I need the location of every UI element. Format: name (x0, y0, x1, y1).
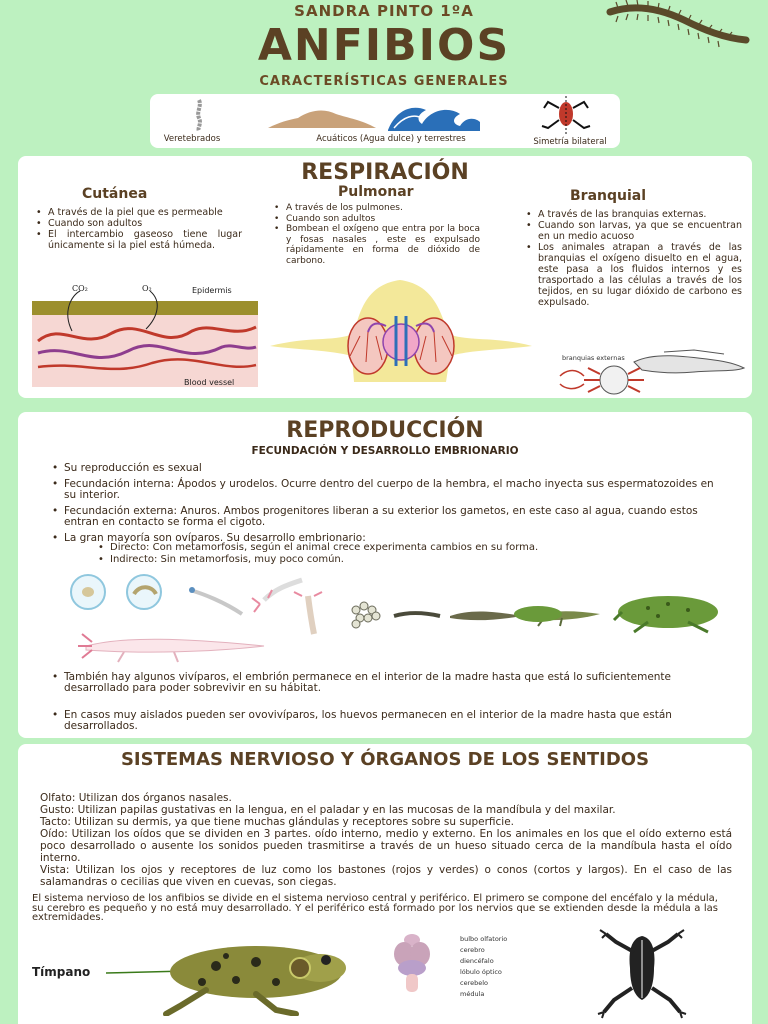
frog-symmetry-icon (538, 96, 594, 136)
brain-label: diencéfalo (460, 957, 494, 965)
features-card (150, 94, 620, 148)
sistemas-text (40, 792, 732, 888)
list-item: • A través de la piel que es permeable (36, 207, 242, 218)
cutanea-title: Cutánea (82, 186, 148, 202)
wave-icon (386, 100, 482, 132)
list-item: • Cuando son larvas, ya que se encuentran en un medio acuoso (526, 220, 742, 242)
spine-icon (192, 98, 206, 132)
list-item: • A través de las branquias externas. (526, 209, 742, 220)
blood-vessel-label: Blood vessel (184, 378, 235, 387)
epidermis-label: Epidermis (192, 286, 232, 295)
list-item: • En casos muy aislados pueden ser ovovivíparos, los huevos permanecen en el interior de la madre hasta que están desarrollados. (52, 710, 722, 732)
list-item: • La gran mayoría son ovíparos. Su desarrollo embrionario: (52, 533, 722, 544)
page-subtitle: CARACTERÍSTICAS GENERALES (259, 74, 509, 89)
brain-label: bulbo olfatorio (460, 935, 508, 943)
page-title: ANFIBIOS (257, 20, 511, 71)
list-item: • El intercambio gaseoso tiene lugar únicamente si la piel está húmeda. (36, 229, 242, 251)
brain-label: lóbulo óptico (460, 968, 502, 976)
feature-simetria: Simetría bilateral (533, 137, 607, 147)
list-item: • Cuando son adultos (274, 214, 480, 225)
oido-text: Oído: Utilizan los oídos que se dividen en 3 partes. oído interno, medio y externo. En los animales en los que el oído externo está poco desarrollado o ausente los sonidos pueden trasmitirse a través de un hueso situado cerca de la mandíbula hasta el oído interno. (40, 828, 732, 864)
axolotl-larva-diagram (554, 346, 750, 396)
list-item: • Fecundación interna: Ápodos y urodelos. Ocurre dentro del cuerpo de la hembra, el macho inyecta sus espermatozoides en su interior. (52, 479, 722, 501)
cutanea-list (36, 207, 242, 251)
tacto-text: Tacto: Utilizan su dermis, ya que tiene muchas glándulas y receptores sobre su superficie. (40, 816, 515, 828)
list-item: • También hay algunos vivíparos, el embrión permanece en el interior de la madre hasta que está lo suficientemente desarrollado para poder sobrevivir en su hábitat. (52, 672, 722, 694)
list-item: • Fecundación externa: Anuros. Ambos progenitores liberan a su exterior los gametos, en este caso al agua, cuando estos entran en contacto se forma el cigoto. (52, 506, 722, 528)
reproduccion-list (52, 463, 722, 549)
pulmonar-list (274, 203, 480, 266)
sistemas-title: SISTEMAS NERVIOSO Y ÓRGANOS DE LOS SENTIDOS (120, 749, 650, 770)
desarrollo-list (98, 542, 658, 566)
centipede-illustration (604, 0, 754, 50)
embryo-development-illustration (64, 572, 344, 664)
o2-label: O₂ (142, 284, 152, 293)
vista-text: Vista: Utilizan los ojos y receptores de luz como los bastones (rojos y verdes) o conos (cortos y largos). En el caso de las salamandras o cecilias que viven en cuevas, son ciegas. (40, 864, 732, 888)
respiracion-title: RESPIRACIÓN (301, 160, 469, 185)
timpano-label: Tímpano (32, 965, 91, 979)
list-item: • Indirecto: Sin metamorfosis, muy poco común. (98, 554, 658, 566)
sistema-nervioso-text: El sistema nervioso de los anfibios se divide en el sistema nervioso central y periférico. El primero se compone del encéfalo y la médula, su cerebro es pequeño y no está muy desarrollado. Y el periférico está formado por los nervios que se extienden desde la médula a las extremidades. (32, 893, 718, 923)
frog-photo-illustration (106, 936, 352, 1016)
reproduccion-list-2 (52, 672, 722, 737)
author-name: SANDRA PINTO 1ºA (294, 2, 474, 20)
branquial-title: Branquial (570, 188, 647, 204)
brain-label: cerebelo (460, 979, 489, 987)
brain-labels (460, 934, 507, 1000)
feature-habitat: Acuáticos (Agua dulce) y terrestres (316, 134, 466, 144)
olfato-text: Olfato: Utilizan dos órganos nasales. (40, 792, 232, 804)
skin-diagram (32, 281, 258, 391)
list-item: • A través de los pulmones. (274, 203, 480, 214)
list-item: • Los animales atrapan a través de las branquias el oxígeno disuelto en el agua, este pasa a los fluidos internos y es trasportado a las células a través de los tejidos, en su lugar dióxido de carbono es expulsado. (526, 242, 742, 308)
reproduccion-title: REPRODUCCIÓN (286, 418, 484, 443)
co2-label: CO₂ (72, 284, 88, 293)
list-item: • Cuando son adultos (36, 218, 242, 229)
list-item: • Bombean el oxígeno que entra por la boca y fosas nasales , este es expulsado rápidamente en forma de dióxido de carbono. (274, 224, 480, 266)
branquias-label: branquias externas (562, 354, 625, 362)
feature-vertebrados: Veretebrados (163, 134, 221, 144)
list-item: • Directo: Con metamorfosis, según el animal crece experimenta cambios en su forma. (98, 542, 658, 554)
gusto-text: Gusto: Utilizan papilas gustativas en la lengua, en el paladar y en las mucosas de la mandíbula y del maxilar. (40, 804, 616, 816)
terrain-icon (266, 106, 378, 130)
frog-nervous-system-diagram (596, 928, 688, 1020)
pulmonar-title: Pulmonar (338, 184, 414, 200)
respiracion-card (18, 156, 752, 398)
brain-label: cerebro (460, 946, 485, 954)
lungs-diagram (270, 276, 532, 382)
brain-label: médula (460, 990, 485, 998)
branquial-list (526, 209, 742, 308)
list-item: • Su reproducción es sexual (52, 463, 722, 474)
frog-metamorphosis-illustration (348, 592, 728, 636)
reproduccion-subtitle: FECUNDACIÓN Y DESARROLLO EMBRIONARIO (251, 445, 519, 457)
brain-diagram (388, 932, 452, 994)
